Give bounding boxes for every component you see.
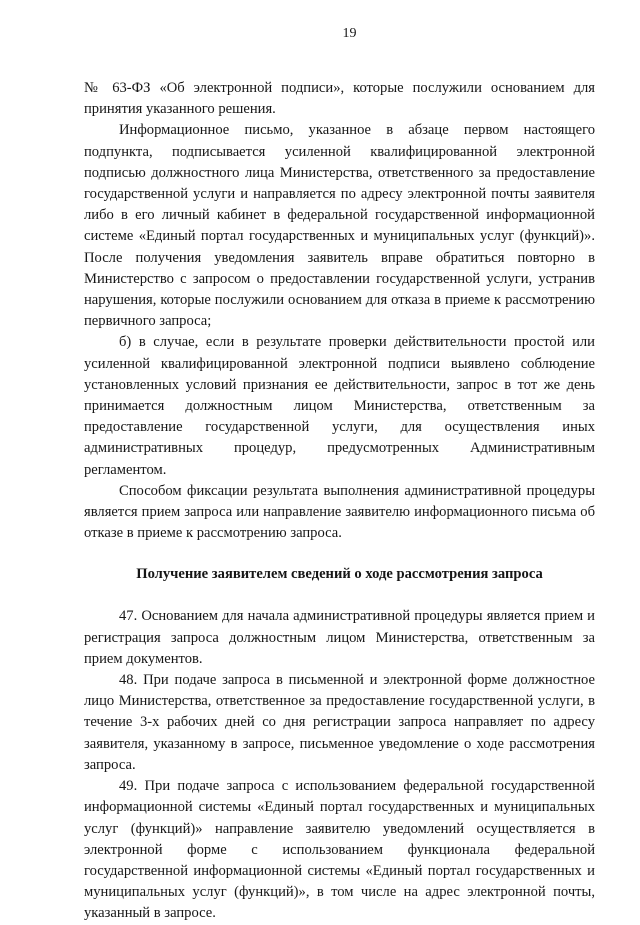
paragraph-item-47: 47. Основанием для начала административной процедуры является прием и регистрация запроса должностным лицом Министерства, ответственным за прием документов. [84,608,595,667]
paragraph-top-1: Информационное письмо, указанное в абзаце первом настоящего подпункта, подписывается усиленной квалифицированной электронной подписью должностного лица Министерства, ответственного за предоставление государственной услуги и направляется по адресу электронной почты заявителя либо в его личный кабинет в федеральной государственной информационной системе «Единый портал государственных и муниципальных услуг (функций)». После получения уведомления заявитель вправе обратиться повторно в Министерство с запросом о предоставлении государственной услуги, устранив нарушения, которые послужили основанием для отказа в приеме к рассмотрению первичного запроса; [84,122,595,330]
paragraph-top-0: № 63-ФЗ «Об электронной подписи», которые послужили основанием для принятия указанного решения. [84,80,595,118]
page-number: 19 [342,26,357,41]
paragraph-top-2: б) в случае, если в результате проверки действительности простой или усиленной квалифицированной электронной подписи выявлено соблюдение установленных условий признания ее действительности, запрос в тот же день принимается должностным лицом Министерства, ответственным за предоставление государственной услуги, для осуществления иных административных процедур, предусмотренных Административным регламентом. [84,334,595,478]
section-heading: Получение заявителем сведений о ходе рассмотрения запроса [136,566,543,583]
paragraph-item-48: 48. При подаче запроса в письменной и электронной форме должностное лицо Министерства, ответственное за предоставление государственной услуги, в течение 3-х рабочих дней со дня регистрации запроса направляет по адресу заявителя, указанному в запросе, письменное уведомление о ходе рассмотрения запроса. [84,672,595,773]
top-text-block [84,78,595,544]
bottom-text-block [84,606,595,924]
paragraph-item-49: 49. При подаче запроса с использованием федеральной государственной информационной системы «Единый портал государственных и муниципальных услуг (функций)» направление заявителю уведомлений осуществляется в электронной форме с использованием функционала федеральной государственной информационной системы «Единый портал государственных и муниципальных услуг (функций)», в том числе на адрес электронной почты, указанный в запросе. [84,778,595,922]
paragraph-top-3: Способом фиксации результата выполнения административной процедуры является прием запроса или направление заявителю информационного письма об отказе в приеме к рассмотрению запроса. [84,482,595,542]
